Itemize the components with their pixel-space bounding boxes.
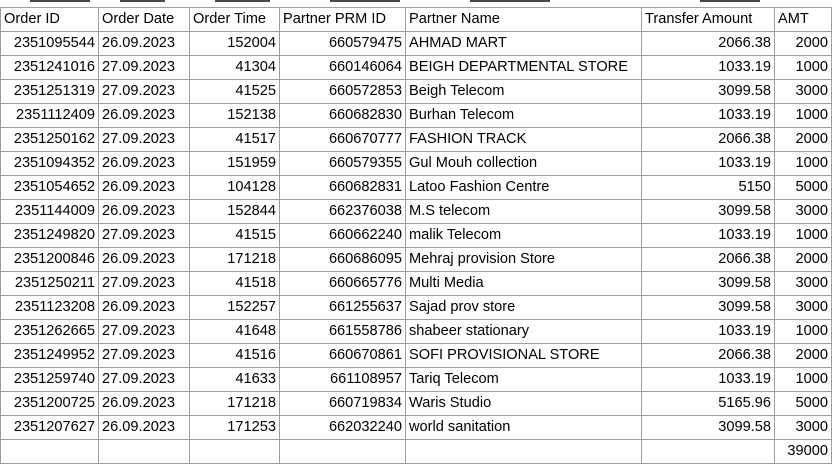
cell-partner-prm-id[interactable]: 660719834 [280, 392, 406, 416]
cell-partner-prm-id[interactable]: 660670777 [280, 128, 406, 152]
cell-order-date[interactable]: 27.09.2023 [99, 368, 190, 392]
cell-transfer-amount[interactable]: 3099.58 [642, 272, 775, 296]
cell-transfer-amount[interactable]: 1033.19 [642, 224, 775, 248]
cell-order-time[interactable]: 151959 [190, 152, 280, 176]
cell-partner-name[interactable]: Burhan Telecom [406, 104, 642, 128]
cell-order-date[interactable]: 26.09.2023 [99, 104, 190, 128]
cell-order-id[interactable]: 2351251319 [1, 80, 99, 104]
cell-order-time[interactable]: 171218 [190, 248, 280, 272]
cell-order-date[interactable]: 27.09.2023 [99, 320, 190, 344]
cell-transfer-amount[interactable]: 5150 [642, 176, 775, 200]
cell-partner-name[interactable]: Waris Studio [406, 392, 642, 416]
cell-transfer-amount[interactable]: 3099.58 [642, 416, 775, 440]
cell-order-date[interactable]: 27.09.2023 [99, 224, 190, 248]
table-row [1, 320, 832, 344]
total-row-cell[interactable] [406, 440, 642, 464]
cell-order-time[interactable]: 104128 [190, 176, 280, 200]
cell-amt[interactable]: 3000 [775, 416, 832, 440]
cell-amt[interactable]: 2000 [775, 248, 832, 272]
cell-transfer-amount[interactable]: 1033.19 [642, 56, 775, 80]
cell-amt[interactable]: 2000 [775, 32, 832, 56]
header-partner-prm-id[interactable]: Partner PRM ID [280, 8, 406, 32]
cell-partner-name[interactable]: Gul Mouh collection [406, 152, 642, 176]
cell-amt[interactable]: 1000 [775, 152, 832, 176]
cell-partner-prm-id[interactable]: 660686095 [280, 248, 406, 272]
header-amt[interactable]: AMT [775, 8, 832, 32]
cell-transfer-amount[interactable]: 5165.96 [642, 392, 775, 416]
table-row [1, 152, 832, 176]
cell-amt[interactable]: 1000 [775, 56, 832, 80]
cell-order-id[interactable]: 2351249820 [1, 224, 99, 248]
cell-order-id[interactable]: 2351095544 [1, 32, 99, 56]
cell-partner-prm-id[interactable]: 661558786 [280, 320, 406, 344]
total-row-cell[interactable] [190, 440, 280, 464]
table-row [1, 296, 832, 320]
table-row [1, 56, 832, 80]
cell-amt[interactable]: 5000 [775, 392, 832, 416]
table-row [1, 248, 832, 272]
total-row-cell[interactable] [642, 440, 775, 464]
table-row [1, 80, 832, 104]
cell-partner-name[interactable]: Beigh Telecom [406, 80, 642, 104]
spreadsheet-grid [0, 7, 832, 464]
cell-transfer-amount[interactable]: 1033.19 [642, 320, 775, 344]
header-partner-name[interactable]: Partner Name [406, 8, 642, 32]
cell-order-id[interactable]: 2351259740 [1, 368, 99, 392]
cell-order-id[interactable]: 2351112409 [1, 104, 99, 128]
cell-transfer-amount[interactable]: 1033.19 [642, 368, 775, 392]
cell-partner-prm-id[interactable]: 660670861 [280, 344, 406, 368]
cell-partner-name[interactable]: BEIGH DEPARTMENTAL STORE [406, 56, 642, 80]
cell-partner-name[interactable]: Mehraj provision Store [406, 248, 642, 272]
table-row [1, 272, 832, 296]
cell-amt[interactable]: 1000 [775, 368, 832, 392]
cell-transfer-amount[interactable]: 1033.19 [642, 104, 775, 128]
table-row [1, 392, 832, 416]
cell-transfer-amount[interactable]: 3099.58 [642, 200, 775, 224]
cell-order-id[interactable]: 2351200846 [1, 248, 99, 272]
cell-partner-name[interactable]: Latoo Fashion Centre [406, 176, 642, 200]
cell-partner-prm-id[interactable]: 660572853 [280, 80, 406, 104]
cell-partner-name[interactable]: Tariq Telecom [406, 368, 642, 392]
cell-order-time[interactable]: 41648 [190, 320, 280, 344]
table-row [1, 128, 832, 152]
cell-order-date[interactable]: 27.09.2023 [99, 272, 190, 296]
total-amt-cell[interactable]: 39000 [775, 440, 832, 464]
cell-partner-name[interactable]: SOFI PROVISIONAL STORE [406, 344, 642, 368]
cell-amt[interactable]: 2000 [775, 344, 832, 368]
cell-order-time[interactable]: 152844 [190, 200, 280, 224]
total-row [1, 440, 832, 464]
cell-partner-name[interactable]: M.S telecom [406, 200, 642, 224]
cell-order-id[interactable]: 2351144009 [1, 200, 99, 224]
header-row [1, 8, 832, 32]
cell-order-date[interactable]: 26.09.2023 [99, 200, 190, 224]
cell-partner-prm-id[interactable]: 660665776 [280, 272, 406, 296]
cell-partner-name[interactable]: Multi Media [406, 272, 642, 296]
cell-partner-name[interactable]: malik Telecom [406, 224, 642, 248]
data-rows [1, 32, 832, 440]
cell-order-id[interactable]: 2351094352 [1, 152, 99, 176]
cell-order-date[interactable]: 27.09.2023 [99, 128, 190, 152]
cell-transfer-amount[interactable]: 3099.58 [642, 296, 775, 320]
cell-amt[interactable]: 3000 [775, 200, 832, 224]
cell-order-date[interactable]: 26.09.2023 [99, 416, 190, 440]
cell-order-time[interactable]: 41304 [190, 56, 280, 80]
table-row [1, 224, 832, 248]
cell-amt[interactable]: 3000 [775, 80, 832, 104]
cell-amt[interactable]: 3000 [775, 272, 832, 296]
cell-partner-prm-id[interactable]: 662032240 [280, 416, 406, 440]
cell-partner-prm-id[interactable]: 660146064 [280, 56, 406, 80]
cell-partner-prm-id[interactable]: 660662240 [280, 224, 406, 248]
cell-order-date[interactable]: 26.09.2023 [99, 392, 190, 416]
cell-transfer-amount[interactable]: 1033.19 [642, 152, 775, 176]
cell-order-time[interactable]: 152257 [190, 296, 280, 320]
cell-amt[interactable]: 1000 [775, 224, 832, 248]
cell-order-date[interactable]: 26.09.2023 [99, 32, 190, 56]
cell-partner-name[interactable]: FASHION TRACK [406, 128, 642, 152]
table-row [1, 344, 832, 368]
cell-order-date[interactable]: 26.09.2023 [99, 248, 190, 272]
cell-order-date[interactable]: 27.09.2023 [99, 80, 190, 104]
header-order-time[interactable]: Order Time [190, 8, 280, 32]
cell-order-time[interactable]: 41633 [190, 368, 280, 392]
total-row-cell[interactable] [99, 440, 190, 464]
cell-order-time[interactable]: 41516 [190, 344, 280, 368]
cell-order-time[interactable]: 171253 [190, 416, 280, 440]
cell-order-id[interactable]: 2351123208 [1, 296, 99, 320]
table-row [1, 416, 832, 440]
total-row-cell[interactable] [280, 440, 406, 464]
table-row [1, 200, 832, 224]
cell-order-time[interactable]: 41525 [190, 80, 280, 104]
cell-order-date[interactable]: 26.09.2023 [99, 152, 190, 176]
cell-partner-prm-id[interactable]: 660682830 [280, 104, 406, 128]
cell-partner-prm-id[interactable]: 660579475 [280, 32, 406, 56]
cell-amt[interactable]: 5000 [775, 176, 832, 200]
cell-transfer-amount[interactable]: 2066.38 [642, 128, 775, 152]
cell-partner-prm-id[interactable]: 660682831 [280, 176, 406, 200]
cell-partner-name[interactable]: AHMAD MART [406, 32, 642, 56]
header-transfer-amount[interactable]: Transfer Amount [642, 8, 775, 32]
cell-partner-prm-id[interactable]: 661108957 [280, 368, 406, 392]
cell-amt[interactable]: 1000 [775, 104, 832, 128]
cell-order-id[interactable]: 2351250162 [1, 128, 99, 152]
cell-transfer-amount[interactable]: 3099.58 [642, 80, 775, 104]
cell-transfer-amount[interactable]: 2066.38 [642, 344, 775, 368]
table-row [1, 104, 832, 128]
cell-order-id[interactable]: 2351250211 [1, 272, 99, 296]
header-order-id[interactable]: Order ID [1, 8, 99, 32]
cell-order-id[interactable]: 2351200725 [1, 392, 99, 416]
cell-order-time[interactable]: 152138 [190, 104, 280, 128]
cell-order-time[interactable]: 171218 [190, 392, 280, 416]
header-order-date[interactable]: Order Date [99, 8, 190, 32]
cell-amt[interactable]: 1000 [775, 320, 832, 344]
cell-partner-name[interactable]: Sajad prov store [406, 296, 642, 320]
cell-order-id[interactable]: 2351262665 [1, 320, 99, 344]
table-row [1, 176, 832, 200]
cell-order-date[interactable]: 27.09.2023 [99, 56, 190, 80]
cell-partner-prm-id[interactable]: 660579355 [280, 152, 406, 176]
cell-order-time[interactable]: 152004 [190, 32, 280, 56]
cell-order-date[interactable]: 27.09.2023 [99, 344, 190, 368]
cell-order-id[interactable]: 2351249952 [1, 344, 99, 368]
cell-transfer-amount[interactable]: 2066.38 [642, 248, 775, 272]
table-row [1, 32, 832, 56]
cell-amt[interactable]: 3000 [775, 296, 832, 320]
cell-partner-prm-id[interactable]: 662376038 [280, 200, 406, 224]
cell-order-time[interactable]: 41517 [190, 128, 280, 152]
cell-amt[interactable]: 2000 [775, 128, 832, 152]
cell-order-date[interactable]: 26.09.2023 [99, 296, 190, 320]
total-row-cell[interactable] [1, 440, 99, 464]
cell-order-time[interactable]: 41518 [190, 272, 280, 296]
cell-order-id[interactable]: 2351207627 [1, 416, 99, 440]
cell-order-id[interactable]: 2351054652 [1, 176, 99, 200]
cell-partner-name[interactable]: world sanitation [406, 416, 642, 440]
cell-transfer-amount[interactable]: 2066.38 [642, 32, 775, 56]
cell-order-time[interactable]: 41515 [190, 224, 280, 248]
cell-order-id[interactable]: 2351241016 [1, 56, 99, 80]
cell-partner-name[interactable]: shabeer stationary [406, 320, 642, 344]
cell-partner-prm-id[interactable]: 661255637 [280, 296, 406, 320]
table-row [1, 368, 832, 392]
cell-order-date[interactable]: 26.09.2023 [99, 176, 190, 200]
